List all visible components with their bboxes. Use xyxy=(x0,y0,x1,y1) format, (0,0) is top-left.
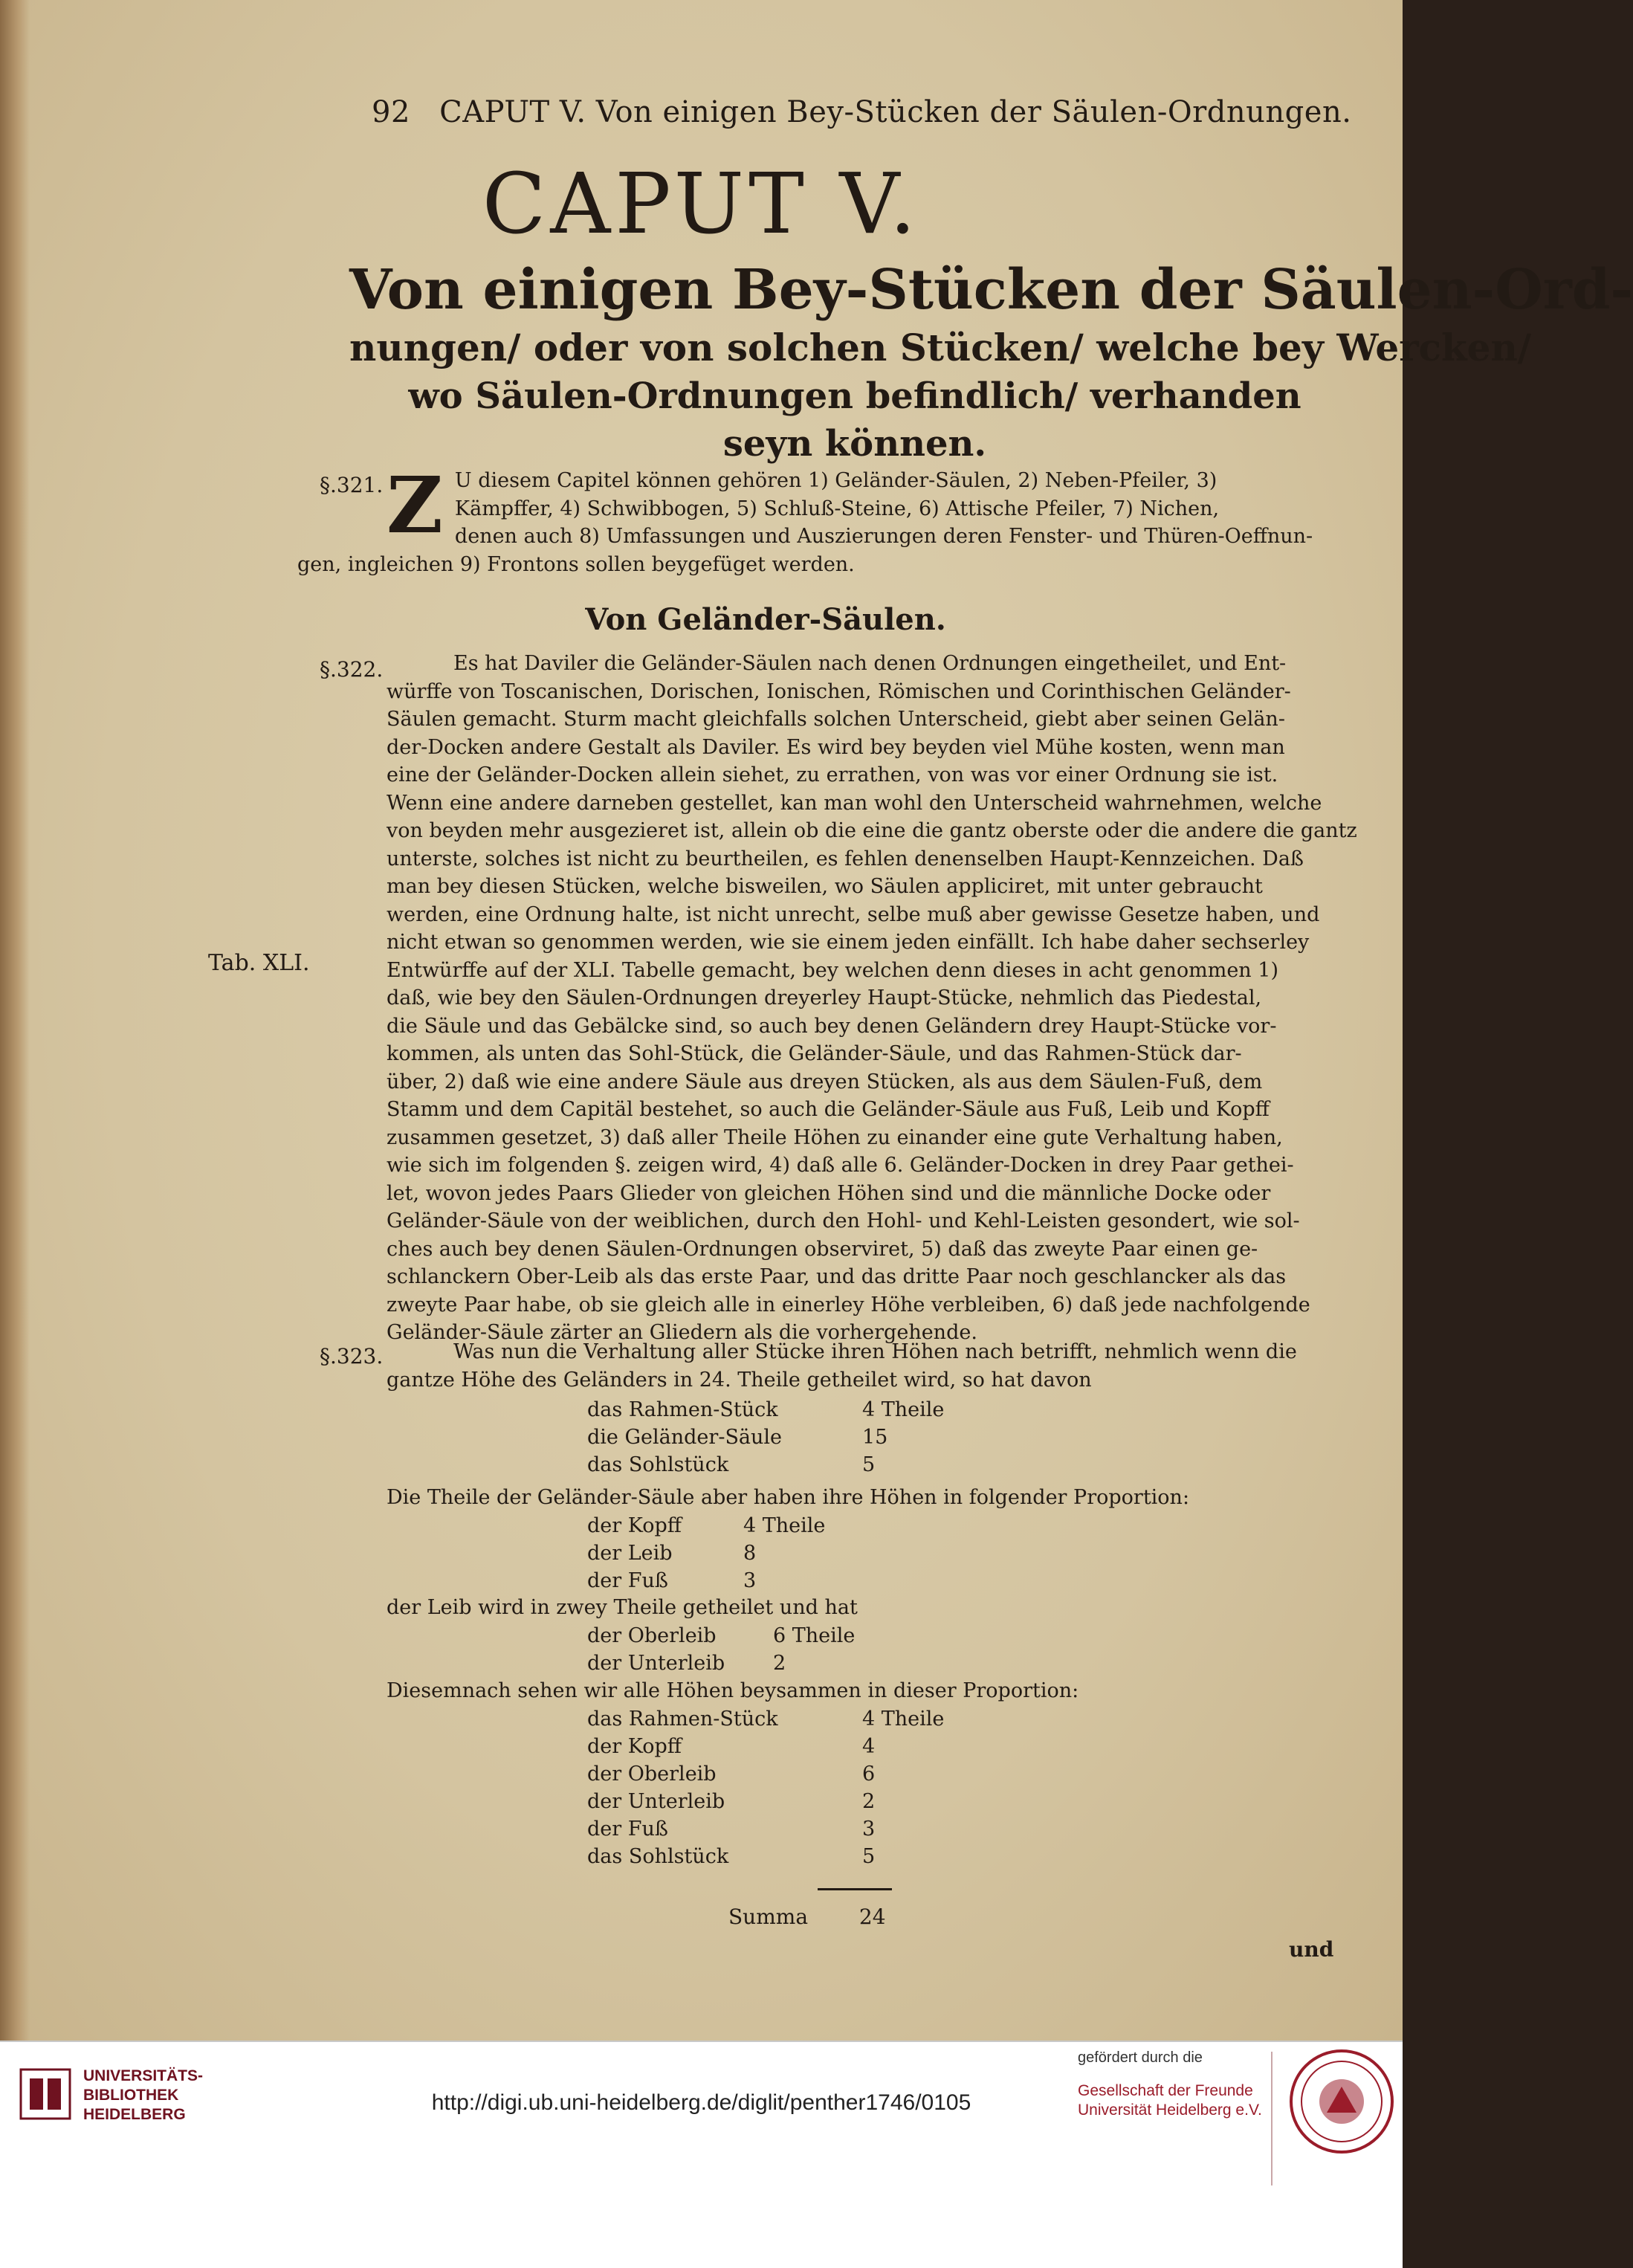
list-item xyxy=(587,1650,892,1677)
text-line: schlanckern Ober-Leib als das erste Paar, und das dritte Paar noch geschlancker als das xyxy=(387,1265,1287,1288)
library-name-line: UNIVERSITÄTS- xyxy=(83,2067,204,2084)
list-item xyxy=(587,1705,981,1733)
text-line: über, 2) daß wie eine andere Säule aus dreyen Stücken, als aus dem Säulen-Fuß, dem xyxy=(387,1070,1263,1093)
proportion-list-2 xyxy=(587,1512,862,1595)
text-line: kommen, als unten das Sohl-Stück, die Geländer-Säule, und das Rahmen-Stück dar- xyxy=(387,1042,1242,1065)
list-item-name: der Leib xyxy=(587,1542,673,1565)
text-line: gen, ingleichen 9) Frontons sollen beygefüget werden. xyxy=(297,552,855,576)
list-item-value: 6 Theile xyxy=(773,1624,856,1647)
proportion-list-1 xyxy=(587,1396,981,1479)
text-line: Was nun die Verhaltung aller Stücke ihren Höhen nach betrifft, nehmlich wenn die xyxy=(453,1340,1297,1363)
list-item-value: 4 Theile xyxy=(862,1398,945,1421)
list-item-value: 15 xyxy=(862,1426,888,1449)
list-item-name: die Geländer-Säule xyxy=(587,1426,783,1449)
page-binding-edge xyxy=(0,0,30,2041)
text-line: die Säule und das Gebälcke sind, so auch bey denen Geländern drey Haupt-Stücke vor- xyxy=(387,1014,1277,1038)
list-item-value: 2 xyxy=(862,1790,876,1813)
list-item-name: das Rahmen-Stück xyxy=(587,1708,778,1731)
text-line: der-Docken andere Gestalt als Daviler. Es wird bey beyden viel Mühe kosten, wenn man xyxy=(387,735,1285,759)
text-line: man bey diesen Stücken, welche bisweilen, wo Säulen appliciret, mit unter gebraucht xyxy=(387,875,1263,898)
sponsor-name xyxy=(1078,2081,1262,2120)
section-subheading: Von Geländer-Säulen. xyxy=(585,602,946,637)
list-item-name: das Rahmen-Stück xyxy=(587,1398,778,1421)
sponsor-name-line: Universität Heidelberg e.V. xyxy=(1078,2101,1262,2119)
text-line: denen auch 8) Umfassungen und Auszierungen deren Fenster- und Thüren-Oeffnun- xyxy=(454,525,1313,548)
chapter-title-line: seyn können. xyxy=(722,423,987,465)
text-line: Kämpffer, 4) Schwibbogen, 5) Schluß-Steine, 6) Attische Pfeiler, 7) Nichen, xyxy=(454,497,1220,520)
footer-divider xyxy=(1271,2052,1273,2185)
proportion-list-3 xyxy=(587,1622,892,1677)
sponsor-name-line: Gesellschaft der Freunde xyxy=(1078,2082,1253,2099)
list-item-value: 4 Theile xyxy=(743,1514,826,1537)
list-item-name: der Kopff xyxy=(587,1514,682,1537)
list-item-value: 4 xyxy=(862,1735,876,1758)
list-item xyxy=(587,1622,892,1650)
text-line: zusammen gesetzet, 3) daß aller Theile Höhen zu einander eine gute Verhaltung haben, xyxy=(387,1125,1283,1149)
chapter-label: CAPUT V. xyxy=(482,156,921,253)
running-head xyxy=(372,95,1352,129)
catchword: und xyxy=(1289,1937,1334,1962)
sponsor-seal-icon xyxy=(1286,2046,1397,2157)
chapter-title-line: nungen/ oder von solchen Stücken/ welche bey Wercken/ xyxy=(349,326,1532,369)
list-item-name: das Sohlstück xyxy=(587,1453,729,1476)
digitization-footer xyxy=(0,2041,1403,2268)
list-item-name: der Unterleib xyxy=(587,1652,725,1675)
text-line: Es hat Daviler die Geländer-Säulen nach denen Ordnungen eingetheilet, und Ent- xyxy=(453,652,1287,675)
paragraph-322 xyxy=(387,650,1357,1347)
list-item-value: 5 xyxy=(862,1453,876,1476)
list-item xyxy=(587,1733,981,1760)
text-line: unterste, solches ist nicht zu beurtheilen, es fehlen denenselben Haupt-Kennzeichen. Daß xyxy=(387,847,1304,870)
list-item xyxy=(587,1567,862,1595)
section-number-321: §.321. xyxy=(320,473,384,497)
list-item xyxy=(587,1788,981,1815)
list-item-name: der Oberleib xyxy=(587,1763,717,1786)
running-head-text: CAPUT V. Von einigen Bey-Stücken der Säulen-Ordnungen. xyxy=(439,95,1352,129)
list-item-name: der Oberleib xyxy=(587,1624,717,1647)
list-item-name: der Fuß xyxy=(587,1569,668,1592)
list-item xyxy=(587,1843,981,1870)
summa xyxy=(728,1904,886,1929)
list-item-value: 4 Theile xyxy=(862,1708,945,1731)
text-line: let, wovon jedes Paars Glieder von gleichen Höhen sind und die männliche Docke oder xyxy=(387,1181,1271,1205)
chapter-title xyxy=(349,256,1633,468)
library-name-line: BIBLIOTHEK xyxy=(83,2087,179,2104)
text-line: Wenn eine andere darneben gestellet, kan man wohl den Unterscheid wahrnehmen, welche xyxy=(387,791,1322,815)
list-item-name: der Kopff xyxy=(587,1735,682,1758)
list-item xyxy=(587,1512,862,1540)
text-line: Entwürffe auf der XLI. Tabelle gemacht, bey welchen denn dieses in acht genommen 1) xyxy=(387,958,1278,982)
text-line: zweyte Paar habe, ob sie gleich alle in einerley Höhe verbleiben, 6) daß jede nachfolgende xyxy=(387,1293,1310,1316)
sum-rule xyxy=(818,1888,892,1890)
list-item xyxy=(587,1451,981,1479)
proportion-list-4 xyxy=(587,1705,981,1870)
list-item xyxy=(587,1540,862,1567)
text-line: Die Theile der Geländer-Säule aber haben ihre Höhen in folgender Proportion: xyxy=(387,1486,1190,1509)
list-item-name: der Fuß xyxy=(587,1818,668,1841)
permalink-url[interactable]: http://digi.ub.uni-heidelberg.de/diglit/penther1746/0105 xyxy=(431,2090,971,2115)
text-line: der Leib wird in zwey Theile getheilet und hat xyxy=(387,1596,858,1619)
text-line: Geländer-Säule von der weiblichen, durch den Hohl- und Kehl-Leisten gesondert, wie sol- xyxy=(387,1209,1300,1232)
text-line: daß, wie bey den Säulen-Ordnungen dreyerley Haupt-Stücke, nehmlich das Piedestal, xyxy=(387,986,1262,1009)
text-line: von beyden mehr ausgezieret ist, allein ob die eine die gantz oberste oder die andere die gantz xyxy=(387,819,1357,842)
page-number: 92 xyxy=(372,95,410,129)
drop-capital: Z xyxy=(387,459,443,551)
list-item xyxy=(587,1396,981,1424)
text-line: nicht etwan so genommen werden, wie sie einem jeden einfällt. Ich habe daher sechserley xyxy=(387,931,1310,954)
sponsor-label: gefördert durch die xyxy=(1078,2049,1203,2066)
list-item xyxy=(587,1424,981,1451)
section-number-323: §.323. xyxy=(320,1344,384,1369)
text-line: Diesemnach sehen wir alle Höhen beysammen in dieser Proportion: xyxy=(387,1679,1079,1702)
list-item-value: 2 xyxy=(773,1652,786,1675)
paragraph-323 xyxy=(387,1338,1330,1394)
list-item-name: der Unterleib xyxy=(587,1790,725,1813)
list-item xyxy=(587,1760,981,1788)
list-item-value: 8 xyxy=(743,1542,757,1565)
text-line: würffe von Toscanischen, Dorischen, Ionischen, Römischen und Corinthischen Geländer- xyxy=(387,679,1291,703)
text-line: eine der Geländer-Docken allein siehet, zu errathen, von was vor einer Ordnung sie ist. xyxy=(387,763,1278,786)
summa-label: Summa xyxy=(728,1904,809,1929)
text-line: gantze Höhe des Geländers in 24. Theile getheilet wird, so hat davon xyxy=(387,1368,1092,1392)
text-line: wie sich im folgenden §. zeigen wird, 4) daß alle 6. Geländer-Docken in drey Paar gethei- xyxy=(387,1154,1294,1177)
chapter-title-line: wo Säulen-Ordnungen befindlich/ verhanden xyxy=(408,375,1301,417)
text-line: Stamm und dem Capitäl bestehet, so auch die Geländer-Säule aus Fuß, Leib und Kopff xyxy=(387,1098,1270,1121)
text-line: Säulen gemacht. Sturm macht gleichfalls solchen Unterscheid, giebt aber seinen Gelän- xyxy=(387,708,1285,731)
text-line: ches auch bey denen Säulen-Ordnungen observiret, 5) daß das zweyte Paar einen ge- xyxy=(387,1237,1258,1261)
library-name-line: HEIDELBERG xyxy=(83,2106,186,2123)
list-item-value: 3 xyxy=(862,1818,876,1841)
list-item-name: das Sohlstück xyxy=(587,1845,729,1868)
chapter-title-line: Von einigen Bey-Stücken der Säulen-Ord- xyxy=(349,258,1633,322)
table-reference: Tab. XLI. xyxy=(208,950,310,976)
list-item-value: 5 xyxy=(862,1845,876,1868)
list-item xyxy=(587,1815,981,1843)
text-line: Geländer-Säule zärter an Gliedern als die vorhergehende. xyxy=(387,1321,977,1344)
summa-value: 24 xyxy=(858,1904,886,1929)
text-line: U diesem Capitel können gehören 1) Geländer-Säulen, 2) Neben-Pfeiler, 3) xyxy=(454,469,1218,492)
list-item-value: 3 xyxy=(743,1569,757,1592)
section-number-322: §.322. xyxy=(320,657,384,682)
list-item-value: 6 xyxy=(862,1763,876,1786)
text-line: werden, eine Ordnung halte, ist nicht unrecht, selbe muß aber gewisse Gesetze haben, und xyxy=(387,902,1320,926)
